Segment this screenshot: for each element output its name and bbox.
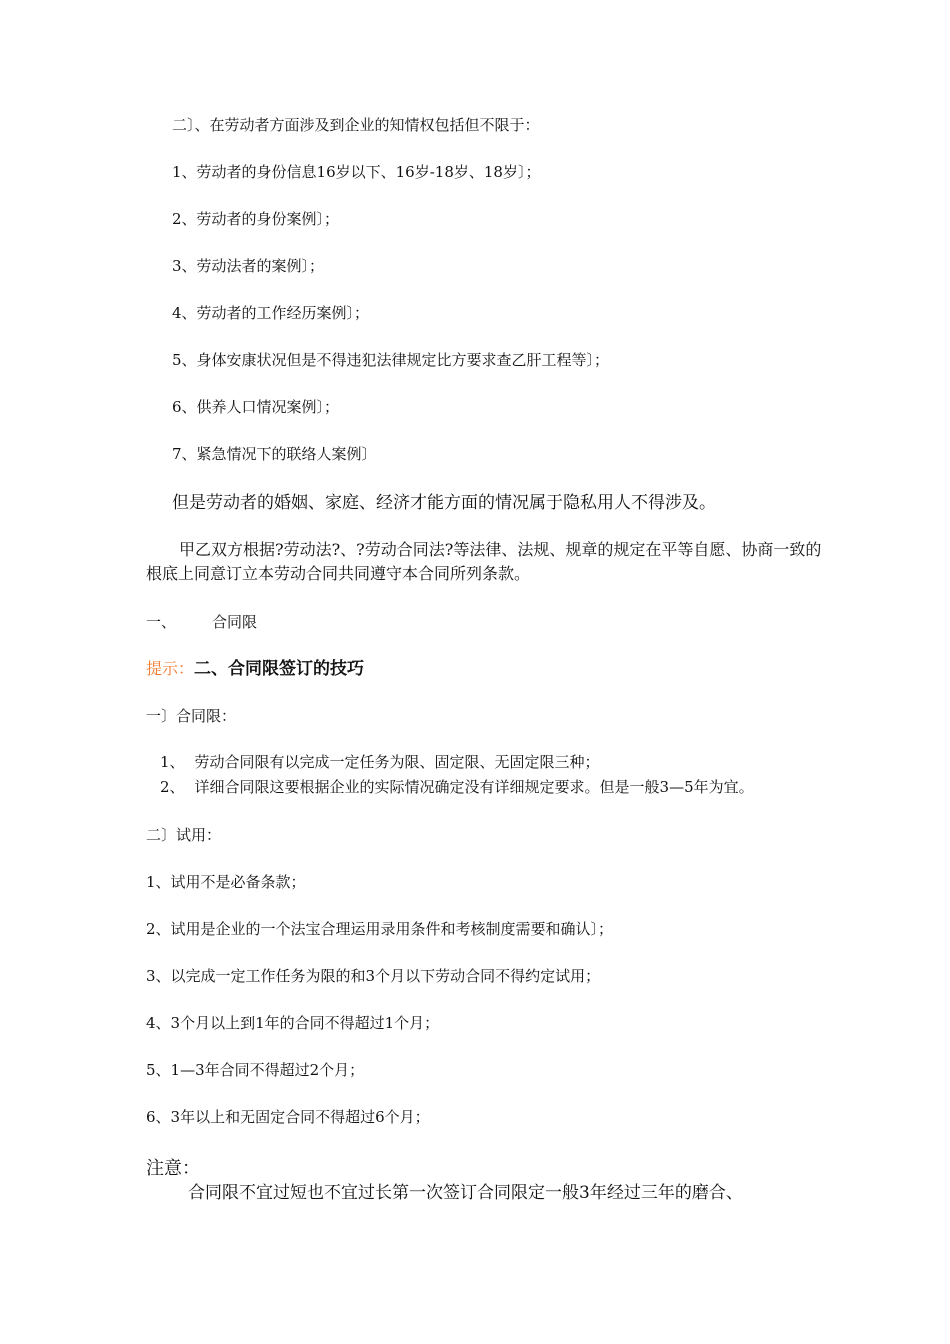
term-item-1-text: 劳动合同限有以完成一定任务为限、固定限、无固定限三种； xyxy=(194,753,600,771)
trial-item-6: 6、3年以上和无固定合同不得超过6个月； xyxy=(146,1108,430,1126)
notice-label: 注意： xyxy=(146,1158,200,1179)
rights-list-item-3: 3、劳动法者的案例〕； xyxy=(172,257,325,275)
term-item-1 xyxy=(160,752,600,772)
privacy-note: 但是劳动者的婚姻、家庭、经济才能方面的情况属于隐私用人不得涉及。 xyxy=(172,493,716,513)
contract-term-line xyxy=(146,612,257,632)
trial-item-3: 3、以完成一定工作任务为限的和3个月以下劳动合同不得约定试用； xyxy=(146,967,601,985)
term-item-2 xyxy=(160,777,754,797)
section-two-intro: 二〕、在劳动者方面涉及到企业的知情权包括但不限于： xyxy=(172,116,540,134)
final-text: 合同限不宜过短也不宜过长第一次签订合同限定一般3年经过三年的磨合、 xyxy=(188,1183,743,1203)
trial-subheading: 二〕试用： xyxy=(146,826,222,844)
rights-list-item-1: 1、劳动者的身份信息16岁以下、16岁-18岁、18岁〕； xyxy=(172,163,541,181)
trial-item-1: 1、试用不是必备条款； xyxy=(146,873,306,891)
term-item-2-text: 详细合同限这要根据企业的实际情况确定没有详细规定要求。但是一般3—5年为宜。 xyxy=(194,778,754,796)
trial-item-2: 2、试用是企业的一个法宝合理运用录用条件和考核制度需要和确认〕； xyxy=(146,920,614,938)
agreement-paragraph: 甲乙双方根据?劳动法?、?劳动合同法?等法律、法规、规章的规定在平等自愿、协商一致的根底上同意订立本劳动合同共同遵守本合同所列条款。 xyxy=(146,540,822,583)
term-item-2-number: 2、 xyxy=(160,778,185,796)
contract-term-label: 合同限 xyxy=(212,613,258,631)
rights-list-item-7: 7、紧急情况下的联络人案例〕 xyxy=(172,445,377,463)
term-item-1-number: 1、 xyxy=(160,753,185,771)
tip-prefix: 提示： xyxy=(146,659,195,678)
term-subheading: 一〕合同限： xyxy=(146,707,237,725)
rights-list-item-6: 6、供养人口情况案例〕； xyxy=(172,398,340,416)
rights-list-item-5: 5、身体安康状况但是不得违犯法律规定比方要求查乙肝工程等〕； xyxy=(172,351,610,369)
tip-title: 二、合同限签订的技巧 xyxy=(194,659,365,679)
rights-list-item-2: 2、劳动者的身份案例〕； xyxy=(172,210,340,228)
rights-list-item-4: 4、劳动者的工作经历案例〕； xyxy=(172,304,370,322)
tip-heading xyxy=(146,657,364,681)
contract-term-number: 一、 xyxy=(146,613,177,631)
trial-item-5: 5、1—3年合同不得超过2个月； xyxy=(146,1061,365,1079)
trial-item-4: 4、3个月以上到1年的合同不得超过1个月； xyxy=(146,1014,440,1032)
